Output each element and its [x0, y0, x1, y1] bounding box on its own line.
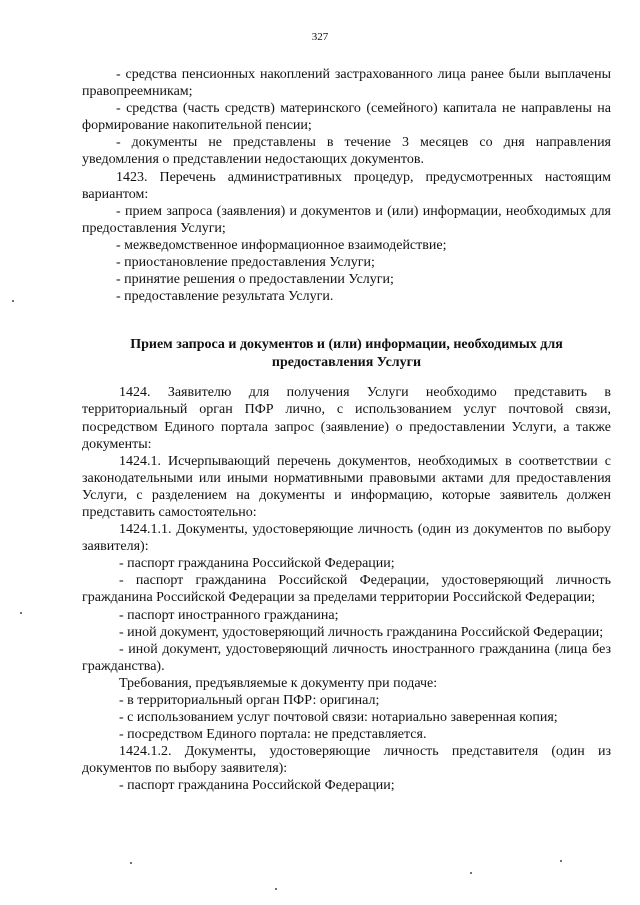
- paragraph-bullet: - паспорт гражданина Российской Федерации;: [119, 778, 395, 794]
- paragraph-bullet: - иной документ, удостоверяющий личность иностранного гражданина (лица без гражданства).: [82, 641, 611, 674]
- document-body: [82, 66, 611, 795]
- paragraph-bullet: - с использованием услуг почтовой связи: нотариально заверенная копия;: [119, 710, 558, 726]
- paragraph-bullet: - предоставление результата Услуги.: [116, 289, 334, 305]
- paragraph-bullet: - паспорт гражданина Российской Федерации;: [119, 556, 395, 572]
- paragraph-clause: 1424.1. Исчерпывающий перечень документов, необходимых в соответствии с законодательными или иными нормативными правовыми актами для предоставления Услуги, с разделением на документы и информацию, которые заявитель должен представить самостоятельно:: [82, 453, 611, 520]
- paragraph-bullet: - в территориальный орган ПФР: оригинал;: [119, 693, 380, 708]
- scan-speck: [560, 860, 562, 862]
- scan-speck: [20, 612, 22, 614]
- paragraph-clause: 1424. Заявителю для получения Услуги необходимо представить в территориальный орган ПФР лично, с использованием услуг почтовой связи, посредством Единого портала запрос (заявление) о предоставлении Услуги, а также документы:: [82, 385, 611, 452]
- paragraph-bullet: - средства пенсионных накоплений застрахованного лица ранее были выплачены правопреемникам;: [82, 67, 611, 100]
- paragraph-bullet: - средства (часть средств) материнского (семейного) капитала не направлены на формирование накопительной пенсии;: [82, 101, 611, 134]
- paragraph-clause: 1424.1.1. Документы, удостоверяющие личность (один из документов по выбору заявителя):: [82, 522, 611, 555]
- paragraph-bullet: - прием запроса (заявления) и документов и (или) информации, необходимых для предоставления Услуги;: [82, 203, 611, 236]
- paragraph-clause: 1423. Перечень административных процедур, предусмотренных настоящим вариантом:: [82, 169, 611, 202]
- scan-speck: [130, 862, 132, 864]
- page-number: 327: [311, 31, 329, 43]
- paragraph-bullet: - паспорт гражданина Российской Федерации, удостоверяющий личность гражданина Российской Федерации за пределами территории Российской Федерации;: [82, 573, 611, 606]
- paragraph-requirements: Требования, предъявляемые к документу при подаче:: [119, 675, 438, 691]
- paragraph-bullet: - иной документ, удостоверяющий личность гражданина Российской Федерации;: [119, 624, 604, 640]
- paragraph-bullet: - паспорт иностранного гражданина;: [119, 607, 339, 623]
- paragraph-clause: 1424.1.2. Документы, удостоверяющие личность представителя (один из документов по выбору заявителя):: [82, 744, 611, 777]
- paragraph-bullet: - принятие решения о предоставлении Услуги;: [116, 272, 394, 288]
- scan-speck: [470, 872, 472, 874]
- paragraph-bullet: - приостановление предоставления Услуги;: [116, 255, 375, 271]
- scan-speck: [275, 888, 277, 890]
- paragraph-bullet: - межведомственное информационное взаимодействие;: [116, 237, 447, 253]
- scan-speck: [12, 300, 14, 302]
- paragraph-bullet: - посредством Единого портала: не представляется.: [119, 727, 427, 743]
- paragraph-bullet: - документы не представлены в течение 3 месяцев со дня направления уведомления о представлении недостающих документов.: [82, 135, 611, 168]
- section-heading: Прием запроса и документов и (или) информации, необходимых для предоставления Услуги: [130, 337, 563, 370]
